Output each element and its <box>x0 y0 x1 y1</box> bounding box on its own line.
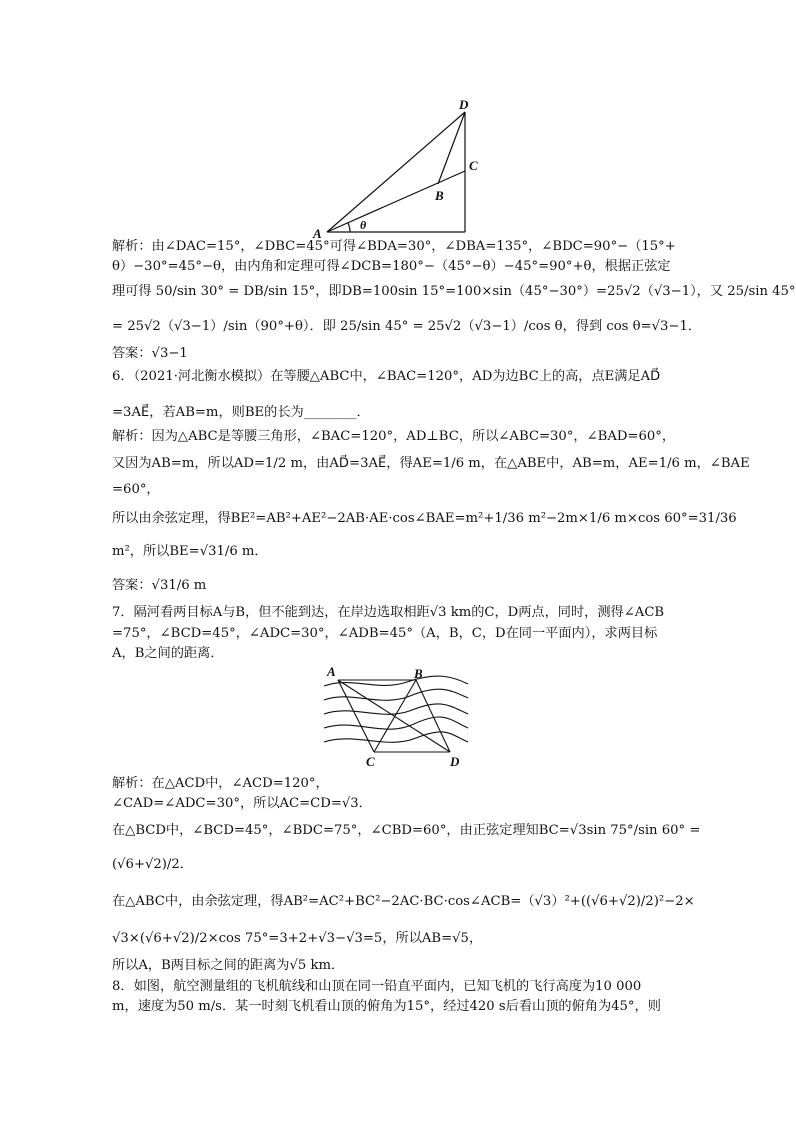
text-line: 在△BCD中，∠BCD=45°，∠BDC=75°，∠CBD=60°，由正弦定理知BC=√3sin 75°/sin 60° = <box>112 823 701 838</box>
text-line: =3AE⃗，若AB=m，则BE的长为________． <box>112 405 370 420</box>
text-line: 又因为AB=m，所以AD=1/2 m，由AD⃗=3AE⃗，得AE=1/6 m，在△ABE中，AB=m，AE=1/6 m，∠BAE <box>112 456 750 471</box>
river-wave <box>324 732 468 742</box>
text-line: =60°， <box>112 482 160 497</box>
question-6: 6．（2021·河北衡水模拟）在等腰△ABC中，∠BAC=120°，AD为边BC上的高，点E满足AD⃗ <box>112 369 661 384</box>
text-line: 解析：由∠DAC=15°，∠DBC=45°可得∠BDA=30°，∠DBA=135°，∠BDC=90°−（15°+ <box>112 239 676 254</box>
river-wave <box>324 704 468 714</box>
answer-line: 答案：√31/6 m <box>112 578 207 593</box>
text-line: 解析：因为△ABC是等腰三角形，∠BAC=120°，AD⊥BC，所以∠ABC=30°，∠BAD=60°， <box>112 429 676 444</box>
label-b: B <box>435 188 444 203</box>
label-c: C <box>366 754 375 769</box>
text-line: m²，所以BE=√31/6 m． <box>112 544 268 559</box>
label-c: C <box>469 158 478 173</box>
text-line: 在△ABC中，由余弦定理，得AB²=AC²+BC²−2AC·BC·cos∠ACB=（√3）²+((√6+√2)/2)²−2× <box>112 894 695 909</box>
label-d: D <box>459 97 469 112</box>
text-line: 所以A，B两目标之间的距离为√5 km． <box>112 958 345 973</box>
text-line: A，B之间的距离． <box>112 646 224 661</box>
line-ac <box>338 680 374 752</box>
figure-triangle-dacb <box>310 95 490 240</box>
label-b: B <box>414 666 423 681</box>
line-ad <box>327 112 465 232</box>
question-8: 8．如图，航空测量组的飞机航线和山顶在同一铅直平面内，已知飞机的飞行高度为10 000 <box>112 979 642 994</box>
text-line: √3×(√6+√2)/2×cos 75°=3+2+√3−√3=5，所以AB=√5， <box>112 931 483 946</box>
question-7: 7．隔河看两目标A与B，但不能到达，在岸边选取相距√3 km的C，D两点，同时，测得∠ACB <box>112 605 665 620</box>
text-line: m，速度为50 m/s．某一时刻飞机看山顶的俯角为15°，经过420 s后看山顶的俯角为45°，则 <box>112 999 661 1014</box>
line-bc <box>374 680 416 752</box>
text-line: = 25√2（√3−1）/sin（90°+θ）．即 25/sin 45° = 25√2（√3−1）/cos θ，得到 cos θ=√3−1． <box>112 319 702 334</box>
angle-arc <box>348 223 350 232</box>
figure-river-abcd <box>322 662 470 768</box>
label-a: A <box>327 664 336 679</box>
text-line: (√6+√2)/2． <box>112 857 193 872</box>
text-line: θ）−30°=45°−θ，由内角和定理可得∠DCB=180°−（45°−θ）−45°=90°+θ，根据正弦定 <box>112 259 671 274</box>
label-theta: θ <box>360 218 367 232</box>
text-line: 理可得 50/sin 30° = DB/sin 15°，即DB=100sin 15°=100×sin（45°−30°）=25√2（√3−1），又 25/sin 45° <box>112 284 796 299</box>
text-line: 解析：在△ACD中，∠ACD=120°， <box>112 776 329 791</box>
text-line: =75°，∠BCD=45°，∠ADC=30°，∠ADB=45°（A，B，C，D在同一平面内），求两目标 <box>112 626 658 641</box>
answer-line: 答案：√3−1 <box>112 346 188 361</box>
river-wave <box>324 717 468 729</box>
text-line: ∠CAD=∠ADC=30°，所以AC=CD=√3． <box>112 796 372 811</box>
line-ac <box>327 171 465 232</box>
label-a: A <box>313 226 322 241</box>
text-line: 所以由余弦定理，得BE²=AB²+AE²−2AB·AE·cos∠BAE=m²+1/36 m²−2m×1/6 m×cos 60°=31/36 <box>112 511 737 526</box>
label-d: D <box>450 754 460 769</box>
